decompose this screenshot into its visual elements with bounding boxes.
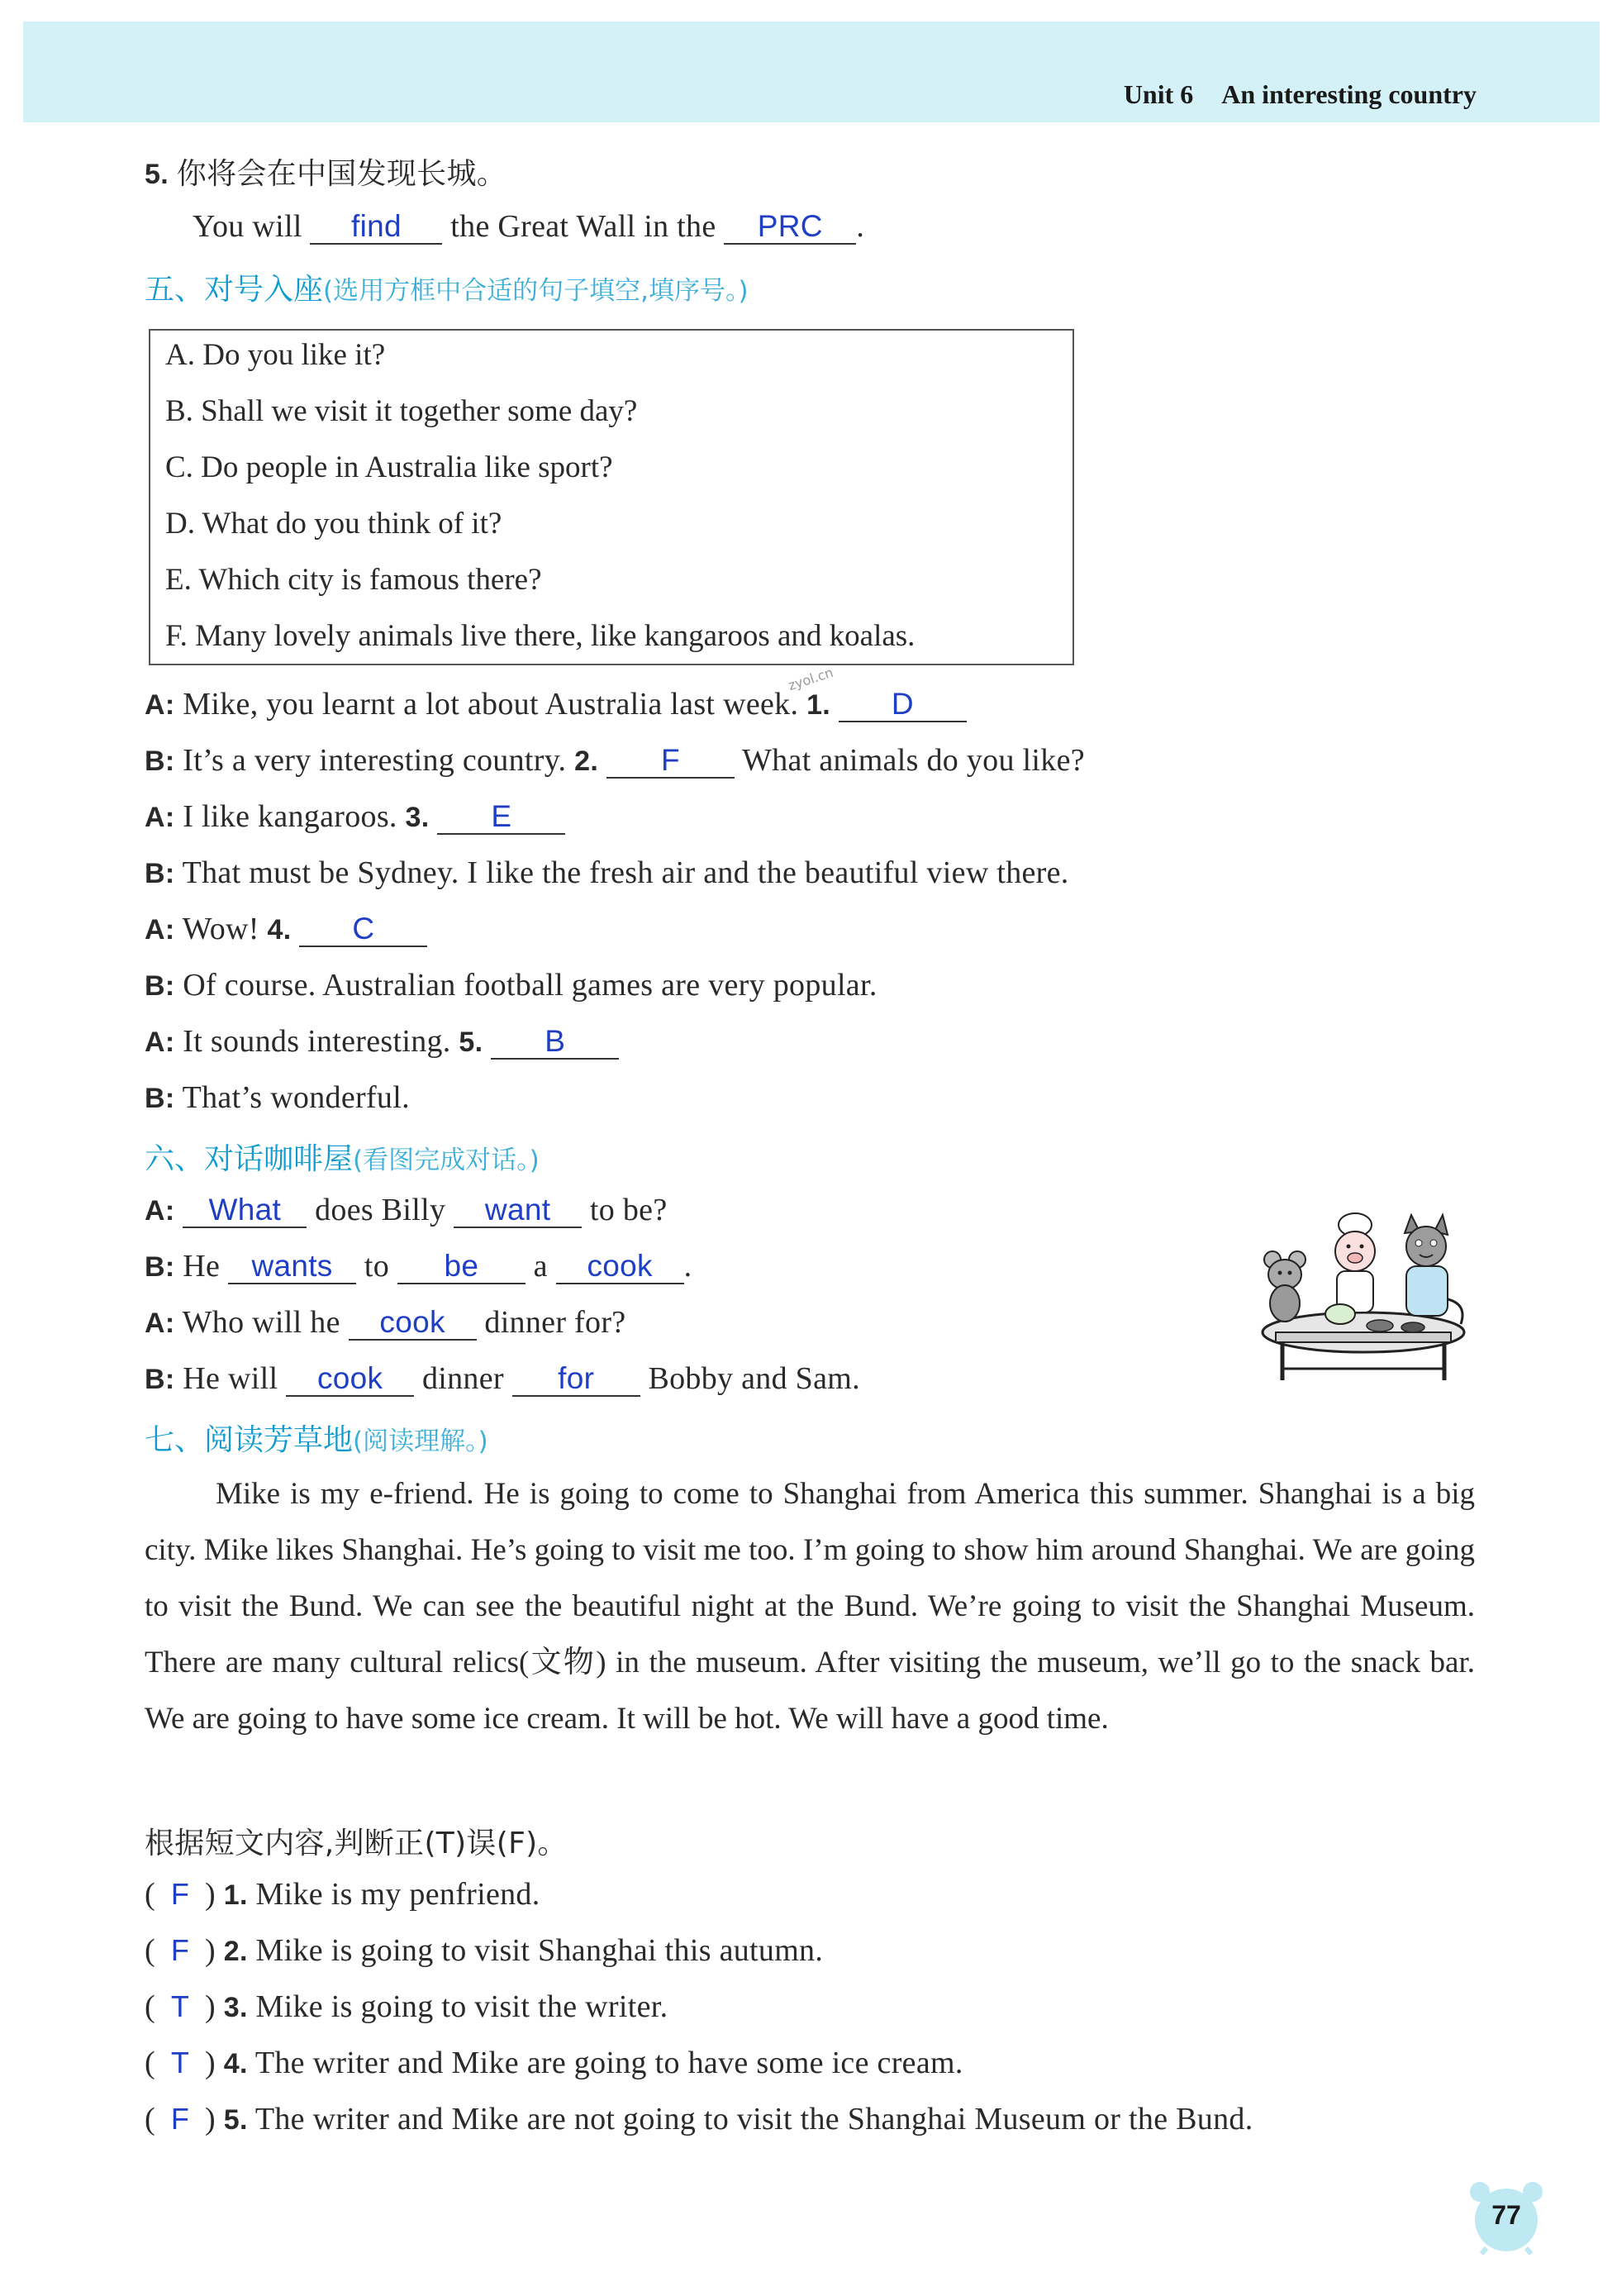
section7-heading: 七、阅读芳草地 [145, 1423, 354, 1457]
q5-answer-2[interactable]: PRC [724, 210, 856, 245]
dialogue-line-3 [145, 798, 565, 835]
dialogue-text: Wow! [182, 912, 259, 946]
dialogue-text-after: What animals do you like? [742, 743, 1085, 778]
option-f: F. Many lovely animals live there, like kangaroos and koalas. [165, 619, 916, 653]
tf-item-2: ( F ) 2. Mike is going to visit Shanghai this autumn. [145, 1933, 824, 1968]
section6-title [145, 1136, 540, 1178]
tf-statement: The writer and Mike are not going to visit the Shanghai Museum or the Bund. [254, 2102, 1253, 2136]
blank-number: 5. [459, 1027, 483, 1058]
dialogue-text: Mike, you learnt a lot about Australia last week. [183, 687, 799, 722]
dialogue-text: That must be Sydney. I like the fresh air and the beautiful view there. [182, 855, 1069, 890]
answer-blank-3[interactable]: E [437, 800, 565, 835]
section5-hint: (选用方框中合适的句子填空,填序号。) [323, 276, 749, 306]
section7-title [145, 1417, 488, 1459]
dialogue-line-7 [145, 1023, 619, 1060]
dialogue-text: I like kangaroos. [183, 799, 397, 834]
dialogue-text: That’s wonderful. [182, 1080, 410, 1115]
speaker-label: B: [145, 970, 175, 1002]
speaker-label: A: [145, 1195, 175, 1227]
dialogue-text: It’s a very interesting country. [183, 743, 567, 778]
cafe-answer-for[interactable]: for [512, 1362, 640, 1397]
dialogue-line-8 [145, 1079, 410, 1116]
options-box [149, 329, 1074, 665]
cafe-answer-cook-2[interactable]: cook [349, 1306, 477, 1341]
cafe-text: to [364, 1249, 390, 1284]
speaker-label: A: [145, 689, 175, 721]
passage-text: Mike is my e-friend. He is going to come to Shanghai from America this summer. Shanghai is a big city. Mike likes Shanghai. He’s going to visit me too. I’m going to show him around Shanghai. We are going to visit the Bund. We can see the beautiful night at the Bund. We’re going to visit the Shanghai Museum. There are many cultural relics(文物) in the museum. After visiting the museum, we’ll go to the snack bar. We are going to have some ice cream. It will be hot. We will have a good time. [145, 1477, 1475, 1736]
cafe-answer-be[interactable]: be [397, 1250, 526, 1284]
section5-heading: 五、对号入座 [145, 273, 324, 307]
section6-hint: (看图完成对话。) [353, 1146, 540, 1175]
tf-item-5: ( F ) 5. The writer and Mike are not going to visit the Shanghai Museum or the Bund. [145, 2102, 1253, 2136]
watermark: zyol.cn [786, 664, 835, 694]
header-title [1124, 79, 1477, 110]
q5-number: 5. [145, 159, 169, 190]
cafe-answer-cook[interactable]: cook [556, 1250, 684, 1284]
speaker-label: A: [145, 1308, 175, 1339]
answer-blank-1[interactable]: D [839, 688, 967, 722]
tf-item-3: ( T ) 3. Mike is going to visit the writer. [145, 1989, 668, 2024]
q5-chinese: 你将会在中国发现长城。 [176, 157, 507, 191]
option-c: C. Do people in Australia like sport? [165, 450, 613, 484]
speaker-label: B: [145, 745, 175, 777]
cafe-text: a [533, 1249, 548, 1284]
tf-item-1: ( F ) 1. Mike is my penfriend. [145, 1877, 540, 1912]
blank-number: 1. [806, 689, 831, 721]
cafe-line-1 [145, 1192, 668, 1228]
cafe-text: Who will he [182, 1305, 340, 1340]
q5-sentence [193, 208, 864, 245]
reading-passage [145, 1466, 1475, 1747]
speaker-label: A: [145, 802, 175, 833]
blank-number: 4. [267, 914, 292, 946]
tf-number: 3. [223, 1992, 248, 2023]
section5-title [145, 266, 749, 308]
tf-answer-4[interactable]: T [170, 2046, 190, 2079]
cafe-text: dinner [421, 1361, 504, 1396]
dialogue-line-6 [145, 967, 877, 1003]
dialogue-line-1 [145, 686, 967, 722]
cafe-line-4 [145, 1360, 860, 1397]
mouse-icon [1264, 1251, 1305, 1322]
blank-number: 3. [405, 802, 430, 833]
dialogue-line-2 [145, 742, 1085, 779]
q5-prompt [145, 150, 507, 193]
section6-heading: 六、对话咖啡屋 [145, 1142, 354, 1176]
cafe-text: Bobby and Sam. [648, 1361, 860, 1396]
cafe-text: He will [183, 1361, 278, 1396]
option-d: D. What do you think of it? [165, 507, 502, 541]
tf-answer-3[interactable]: T [170, 1989, 190, 2023]
pig-chef-icon [1325, 1213, 1375, 1324]
option-a: A. Do you like it? [165, 338, 386, 372]
speaker-label: B: [145, 1251, 175, 1283]
speaker-label: B: [145, 858, 175, 889]
speaker-label: A: [145, 914, 175, 946]
cafe-text: . [683, 1249, 692, 1284]
blank-number: 2. [574, 745, 599, 777]
unit-label: Unit 6 [1123, 79, 1194, 109]
tf-number: 4. [223, 2048, 248, 2079]
tf-statement: Mike is going to visit Shanghai this autumn. [255, 1933, 824, 1968]
option-b: B. Shall we visit it together some day? [165, 394, 638, 428]
cafe-line-2 [145, 1248, 692, 1284]
tf-answer-5[interactable]: F [170, 2102, 190, 2136]
tf-instruction: 根据短文内容,判断正(T)误(F)。 [145, 1827, 568, 1860]
q5-period: . [856, 209, 865, 244]
speaker-label: B: [145, 1364, 175, 1395]
q5-answer-1[interactable]: find [310, 210, 442, 245]
cafe-text: He [183, 1249, 221, 1284]
tf-item-4: ( T ) 4. The writer and Mike are going to have some ice cream. [145, 2046, 963, 2080]
page-number: 77 [1491, 2200, 1521, 2230]
cafe-text: dinner for? [484, 1305, 626, 1340]
answer-blank-2[interactable]: F [606, 744, 735, 779]
tf-statement: Mike is going to visit the writer. [255, 1989, 668, 2024]
speaker-label: A: [145, 1027, 175, 1058]
unit-title: An interesting country [1221, 79, 1477, 109]
cat-icon [1405, 1215, 1462, 1324]
cafe-illustration [1248, 1208, 1479, 1386]
cafe-line-3 [145, 1304, 625, 1341]
tf-number: 1. [223, 1879, 248, 1911]
dialogue-line-5 [145, 911, 427, 947]
tf-answer-1[interactable]: F [170, 1877, 190, 1911]
speaker-label: B: [145, 1083, 175, 1114]
cafe-text: does Billy [315, 1193, 446, 1227]
cafe-text: to be? [589, 1193, 668, 1227]
tf-answer-2[interactable]: F [170, 1933, 190, 1967]
cafe-answer-want[interactable]: want [454, 1193, 582, 1228]
tf-number: 2. [223, 1936, 248, 1967]
dialogue-text: Of course. Australian football games are very popular. [183, 968, 877, 1003]
cafe-answer-what[interactable]: What [183, 1193, 307, 1228]
cafe-answer-cook-3[interactable]: cook [286, 1362, 414, 1397]
tf-statement: The writer and Mike are going to have some ice cream. [254, 2046, 963, 2080]
cafe-answer-wants[interactable]: wants [228, 1250, 356, 1284]
q5-text-2: the Great Wall in the [450, 209, 716, 244]
dialogue-line-4 [145, 855, 1069, 891]
tf-statement: Mike is my penfriend. [255, 1877, 540, 1912]
section7-hint: (阅读理解。) [353, 1427, 488, 1456]
answer-blank-4[interactable]: C [299, 912, 427, 947]
answer-blank-5[interactable]: B [491, 1025, 619, 1060]
option-e: E. Which city is famous there? [165, 563, 542, 597]
q5-text-1: You will [193, 209, 302, 244]
dialogue-text: It sounds interesting. [183, 1024, 451, 1059]
tf-number: 5. [223, 2104, 248, 2136]
